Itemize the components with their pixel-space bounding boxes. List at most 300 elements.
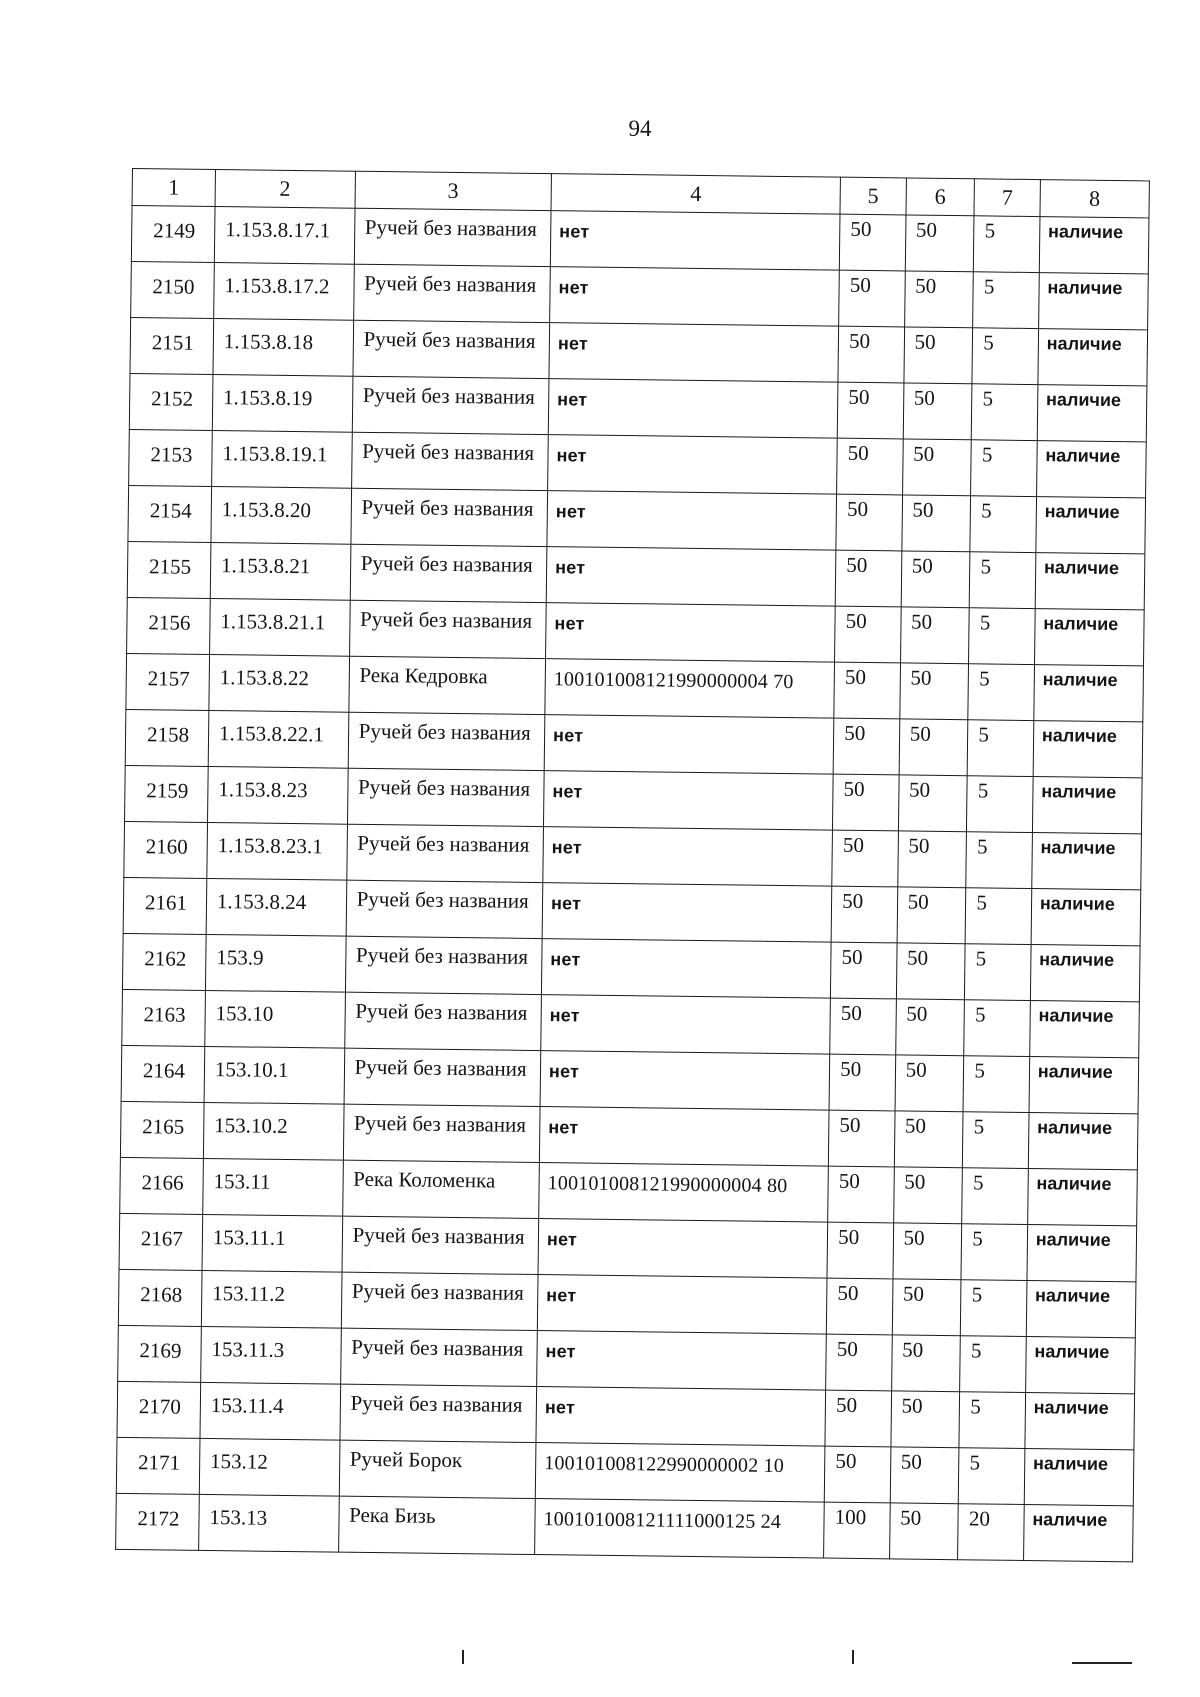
name-cell [353,264,550,322]
value-5-cell [833,774,899,831]
status-cell [1027,1225,1137,1282]
cell-text: 153.9 [216,945,264,970]
code-cell [213,319,353,377]
value-7-cell [972,384,1038,441]
value-7-cell [959,1392,1025,1449]
cell-text: 2152 [150,386,194,411]
water-objects-table [115,168,1150,1562]
cell-text: нет [548,1117,579,1138]
cell-text: 50 [900,1449,923,1474]
cell-text: Река Кедровка [359,662,488,689]
cell-text: 153.10 [215,1001,274,1026]
cell-text: 50 [835,1448,857,1473]
value-6-cell [896,943,965,1000]
row-number-cell [130,317,214,374]
cell-text: 1.153.8.20 [221,497,312,523]
cell-text: 2156 [148,610,191,635]
scan-rule [1072,1662,1132,1664]
value-7-cell [967,776,1033,833]
cell-text: Ручей без названия [355,998,528,1025]
cell-text: 50 [844,720,866,746]
status-cell [1029,1057,1139,1114]
row-number-cell [131,206,215,263]
value-5-cell [824,1502,890,1559]
code-cell [209,654,349,712]
column-header: 2 [215,170,355,209]
column-header: 1 [132,169,215,207]
registry-id-cell [548,435,838,495]
cell-text: нет [557,389,588,410]
code-cell [203,1102,343,1160]
cell-text: 2165 [142,1114,185,1139]
cell-text: Ручей без названия [357,774,531,801]
name-cell [341,1272,538,1330]
row-number-cell [128,485,212,542]
cell-text: 50 [835,1392,858,1417]
registry-id-cell [541,939,831,999]
cell-text: Река Коломенка [353,1166,496,1193]
cell-text: 100 [834,1504,867,1530]
cell-text: Ручей без названия [363,326,536,353]
cell-text: 50 [902,1337,924,1362]
cell-text: 50 [846,496,869,522]
cell-text: 5 [971,1282,983,1307]
cell-text: 2170 [138,1394,181,1419]
cell-text: 50 [910,665,932,690]
cell-text: Ручей без названия [351,1278,525,1305]
cell-text: Ручей без названия [354,1054,527,1081]
name-cell [349,600,546,658]
page-number: 94 [628,116,652,141]
status-cell [1025,1393,1135,1450]
status-cell [1031,889,1141,946]
name-cell [348,712,545,770]
registry-id-cell [546,547,836,607]
name-cell [346,880,543,938]
cell-text: 50 [904,1169,926,1194]
cell-text: 1.153.8.19.1 [222,441,328,467]
cell-text: 50 [848,384,870,410]
cell-text: нет [546,1285,577,1306]
cell-text: 1.153.8.18 [223,329,314,355]
cell-text: Ручей Борок [349,1446,463,1473]
value-5-cell [834,662,900,719]
value-6-cell [903,383,972,440]
cell-text: 2172 [137,1506,180,1531]
cell-text: 2162 [144,946,187,971]
registry-id-cell [539,1107,829,1167]
status-cell [1035,553,1145,610]
value-7-cell [972,328,1038,385]
value-6-cell [890,1447,959,1504]
cell-text: 1.153.8.23 [218,777,308,803]
name-cell [351,488,548,546]
cell-text: Ручей без названия [350,1390,523,1417]
cell-text: нет [557,333,589,354]
cell-text: Ручей без названия [359,606,533,633]
value-6-cell [891,1335,960,1392]
cell-text: наличие [1047,277,1123,299]
status-cell [1036,441,1146,498]
value-6-cell [901,551,970,608]
code-cell [209,598,349,656]
cell-text: 2168 [140,1282,183,1307]
cell-text: нет [554,613,585,634]
value-6-cell [894,1111,963,1168]
cell-text: 100101008122990000002 10 [544,1452,785,1478]
cell-text: 50 [840,1056,862,1081]
row-number-cell [129,429,213,486]
cell-text: Ручей без названия [364,270,537,297]
cell-text: 2171 [137,1450,181,1475]
value-6-cell [897,887,966,944]
cell-text: 2169 [139,1338,182,1363]
cell-text: 153.10.2 [214,1113,288,1138]
cell-text: наличие [1048,221,1124,243]
cell-text: нет [559,221,590,242]
cell-text: 50 [849,272,871,298]
registry-id-cell [539,1163,829,1223]
row-number-cell [123,877,207,934]
cell-text: 50 [913,385,936,410]
cell-text: 153.11 [213,1169,271,1194]
cell-text: 50 [913,441,935,466]
code-cell [211,486,351,544]
value-5-cell [828,1166,894,1223]
cell-text: 50 [915,217,938,242]
cell-text: нет [551,837,582,858]
status-cell [1034,609,1144,666]
cell-text: Ручей без названия [353,1110,527,1137]
cell-text: 50 [845,608,867,634]
cell-text: 2167 [140,1226,184,1251]
value-5-cell [835,606,901,663]
cell-text: наличие [1037,1061,1113,1083]
cell-text: 153.11.1 [212,1225,286,1250]
value-7-cell [974,216,1040,273]
value-5-cell [826,1278,892,1335]
cell-text: 50 [847,440,869,466]
value-7-cell [968,664,1034,721]
code-cell [207,766,347,824]
cell-text: 2149 [153,218,196,243]
cell-text: 50 [838,1168,860,1193]
row-number-cell [122,933,206,990]
cell-text: наличие [1041,725,1118,747]
cell-text: 5 [979,610,991,635]
cell-text: 100101008121990000004 80 [547,1172,788,1198]
cell-text: 50 [908,833,930,858]
cell-text: наличие [1036,1173,1112,1195]
cell-text: 5 [978,722,990,747]
name-cell [351,432,548,490]
cell-text: 50 [906,945,929,970]
cell-text: наличие [1044,501,1120,523]
cell-text: 50 [846,552,868,578]
cell-text: 153.13 [209,1505,268,1530]
cell-text: 1.153.8.23.1 [217,833,323,859]
cell-text: 50 [912,497,934,522]
cell-text: наличие [1037,1117,1113,1139]
code-cell [199,1494,339,1552]
name-cell [352,376,549,434]
column-header: 6 [906,178,975,216]
cell-text: нет [545,1341,576,1362]
row-number-cell [119,1213,203,1270]
status-cell [1039,217,1149,274]
value-5-cell [837,382,903,439]
name-cell [348,656,545,714]
cell-text: наличие [1034,1341,1110,1363]
cell-text: 50 [911,553,933,578]
cell-text: 50 [840,1000,863,1025]
cell-text: нет [552,781,583,802]
value-6-cell [905,215,974,272]
cell-text: наличие [1042,669,1118,691]
cell-text: 50 [836,1336,858,1361]
cell-text: 5 [981,498,992,523]
code-cell [208,710,348,768]
value-6-cell [892,1279,961,1336]
cell-text: Ручей без названия [357,830,530,857]
cell-text: 5 [976,834,988,859]
cell-text: наличие [1041,781,1117,803]
cell-text: наличие [1046,333,1122,355]
value-7-cell [958,1504,1024,1561]
value-6-cell [893,1167,962,1224]
cell-text: наличие [1032,1453,1109,1475]
cell-text: 100101008121990000004 70 [553,668,794,694]
cell-text: 50 [843,776,865,801]
registry-id-cell [543,827,833,887]
value-5-cell [827,1222,893,1279]
cell-text: 50 [907,889,929,914]
cell-text: 50 [902,1281,925,1306]
cell-text: Ручей без названия [361,494,534,521]
name-cell [340,1328,537,1386]
cell-text: 2164 [142,1058,186,1083]
cell-text: 5 [972,1170,984,1195]
registry-id-cell [550,267,840,327]
cell-text: Ручей без названия [362,438,535,465]
value-7-cell [963,1056,1029,1113]
name-cell [342,1160,539,1218]
cell-text: 2158 [146,722,190,747]
cell-text: наличие [1045,389,1122,411]
value-5-cell [836,494,902,551]
cell-text: наличие [1035,1229,1111,1251]
cell-text: 5 [984,218,996,243]
code-cell [207,822,347,880]
value-6-cell [904,271,973,328]
cell-text: 50 [915,273,937,298]
code-cell [212,375,352,433]
code-cell [214,207,354,265]
name-cell [346,824,543,882]
value-6-cell [899,663,968,720]
code-cell [205,934,345,992]
name-cell [354,208,551,266]
value-6-cell [902,495,971,552]
cell-text: 1.153.8.22 [219,665,310,691]
cell-text: Ручей без названия [362,382,536,409]
row-number-cell [131,261,215,318]
row-number-cell [116,1437,200,1494]
column-header: 5 [840,177,906,215]
status-cell [1023,1504,1133,1561]
cell-text: 20 [968,1506,991,1531]
column-header: 4 [551,174,841,215]
cell-text: наличие [1039,893,1115,915]
name-cell [344,1048,541,1106]
registry-id-cell [535,1443,825,1503]
code-cell [200,1382,340,1440]
cell-text: 50 [842,832,865,857]
cell-text: нет [555,501,587,522]
registry-id-cell [548,379,838,439]
code-cell [206,878,346,936]
cell-text: Ручей без названия [358,718,531,745]
cell-text: 153.11.3 [211,1337,285,1362]
value-7-cell [965,888,1031,945]
row-number-cell [127,597,211,654]
row-number-cell [120,1157,204,1214]
status-cell [1036,497,1146,554]
code-cell [214,263,354,321]
column-header: 7 [974,179,1040,217]
value-7-cell [960,1336,1026,1393]
value-7-cell [971,440,1037,497]
code-cell [202,1214,342,1272]
status-cell [1038,273,1148,330]
cell-text: 50 [910,609,933,634]
value-5-cell [833,718,899,775]
cell-text: нет [549,1005,580,1026]
cell-text: наличие [1033,1397,1109,1419]
cell-text: 2155 [148,554,192,579]
cell-text: 1.153.8.24 [216,889,307,915]
registry-id-cell [536,1387,826,1447]
cell-text: Ручей без названия [360,550,533,577]
row-number-cell [121,1045,205,1102]
value-5-cell [839,214,905,271]
value-6-cell [895,999,964,1056]
registry-id-cell [540,1051,830,1111]
code-cell [210,542,350,600]
cell-text: 50 [905,1057,927,1082]
cell-text: наличие [1043,613,1119,635]
row-number-cell [124,821,208,878]
cell-text: 5 [982,386,994,411]
code-cell [201,1270,341,1328]
cell-text: 50 [837,1280,859,1305]
cell-text: 50 [908,777,931,802]
cell-text: 2160 [145,834,188,859]
value-7-cell [959,1448,1025,1505]
cell-text: наличие [1040,837,1116,859]
registry-id-cell [542,883,832,943]
value-6-cell [891,1391,960,1448]
cell-text: 50 [914,329,936,354]
table-body [116,206,1149,1562]
cell-text: 50 [909,721,931,746]
cell-text: 5 [976,890,988,915]
column-header: 3 [355,171,552,210]
cell-text: наличие [1038,1005,1114,1027]
cell-text: нет [550,949,581,970]
status-cell [1025,1337,1135,1394]
value-7-cell [973,272,1039,329]
value-7-cell [961,1224,1027,1281]
row-number-cell [120,1101,204,1158]
cell-text: 2153 [150,442,193,467]
cell-text: наличие [1043,557,1120,579]
cell-text: Ручей без названия [356,886,529,913]
row-number-cell [117,1381,201,1438]
status-cell [1034,665,1144,722]
cell-text: 50 [838,1224,860,1249]
cell-text: Река Бизь [349,1502,436,1528]
row-number-cell [129,373,213,430]
name-cell [343,1104,540,1162]
cell-text: 50 [901,1393,923,1418]
value-7-cell [961,1280,1027,1337]
cell-text: 50 [842,888,864,913]
value-5-cell [826,1334,892,1391]
name-cell [350,544,547,602]
cell-text: 50 [841,944,863,969]
cell-text: 5 [970,1394,981,1419]
cell-text: 5 [974,1002,986,1027]
value-5-cell [837,438,903,495]
name-cell [344,992,541,1050]
cell-text: нет [546,1229,578,1250]
cell-text: 50 [839,1112,861,1137]
value-5-cell [831,942,897,999]
value-6-cell [899,719,968,776]
code-cell [205,990,345,1048]
register-sheet [115,168,1150,1562]
value-6-cell [904,327,973,384]
cell-text: 1.153.8.22.1 [218,721,325,747]
code-cell [212,430,352,488]
value-5-cell [838,326,904,383]
cell-text: Ручей без названия [351,1334,524,1361]
cell-text: 1.153.8.19 [222,385,313,411]
cell-text: 2157 [147,666,190,691]
name-cell [345,936,542,994]
cell-text: 50 [844,664,867,690]
registry-id-cell [537,1275,827,1335]
row-number-cell [116,1493,200,1550]
cell-text: 2150 [152,274,195,299]
cell-text: 5 [983,330,994,355]
cell-text: 5 [983,274,995,299]
cell-text: 1.153.8.21 [220,553,311,579]
cell-text: 50 [848,328,871,354]
status-cell [1030,945,1140,1002]
cell-text: 5 [974,1058,986,1083]
column-header: 8 [1040,180,1150,218]
code-cell [204,1046,344,1104]
cell-text: 5 [970,1338,982,1363]
cell-text: 50 [904,1113,927,1138]
registry-id-cell [537,1331,827,1391]
cell-text: Ручей без названия [355,942,529,969]
cell-text: 1.153.8.17.2 [224,273,330,299]
value-5-cell [825,1390,891,1447]
cell-text: 153.11.4 [210,1393,284,1418]
